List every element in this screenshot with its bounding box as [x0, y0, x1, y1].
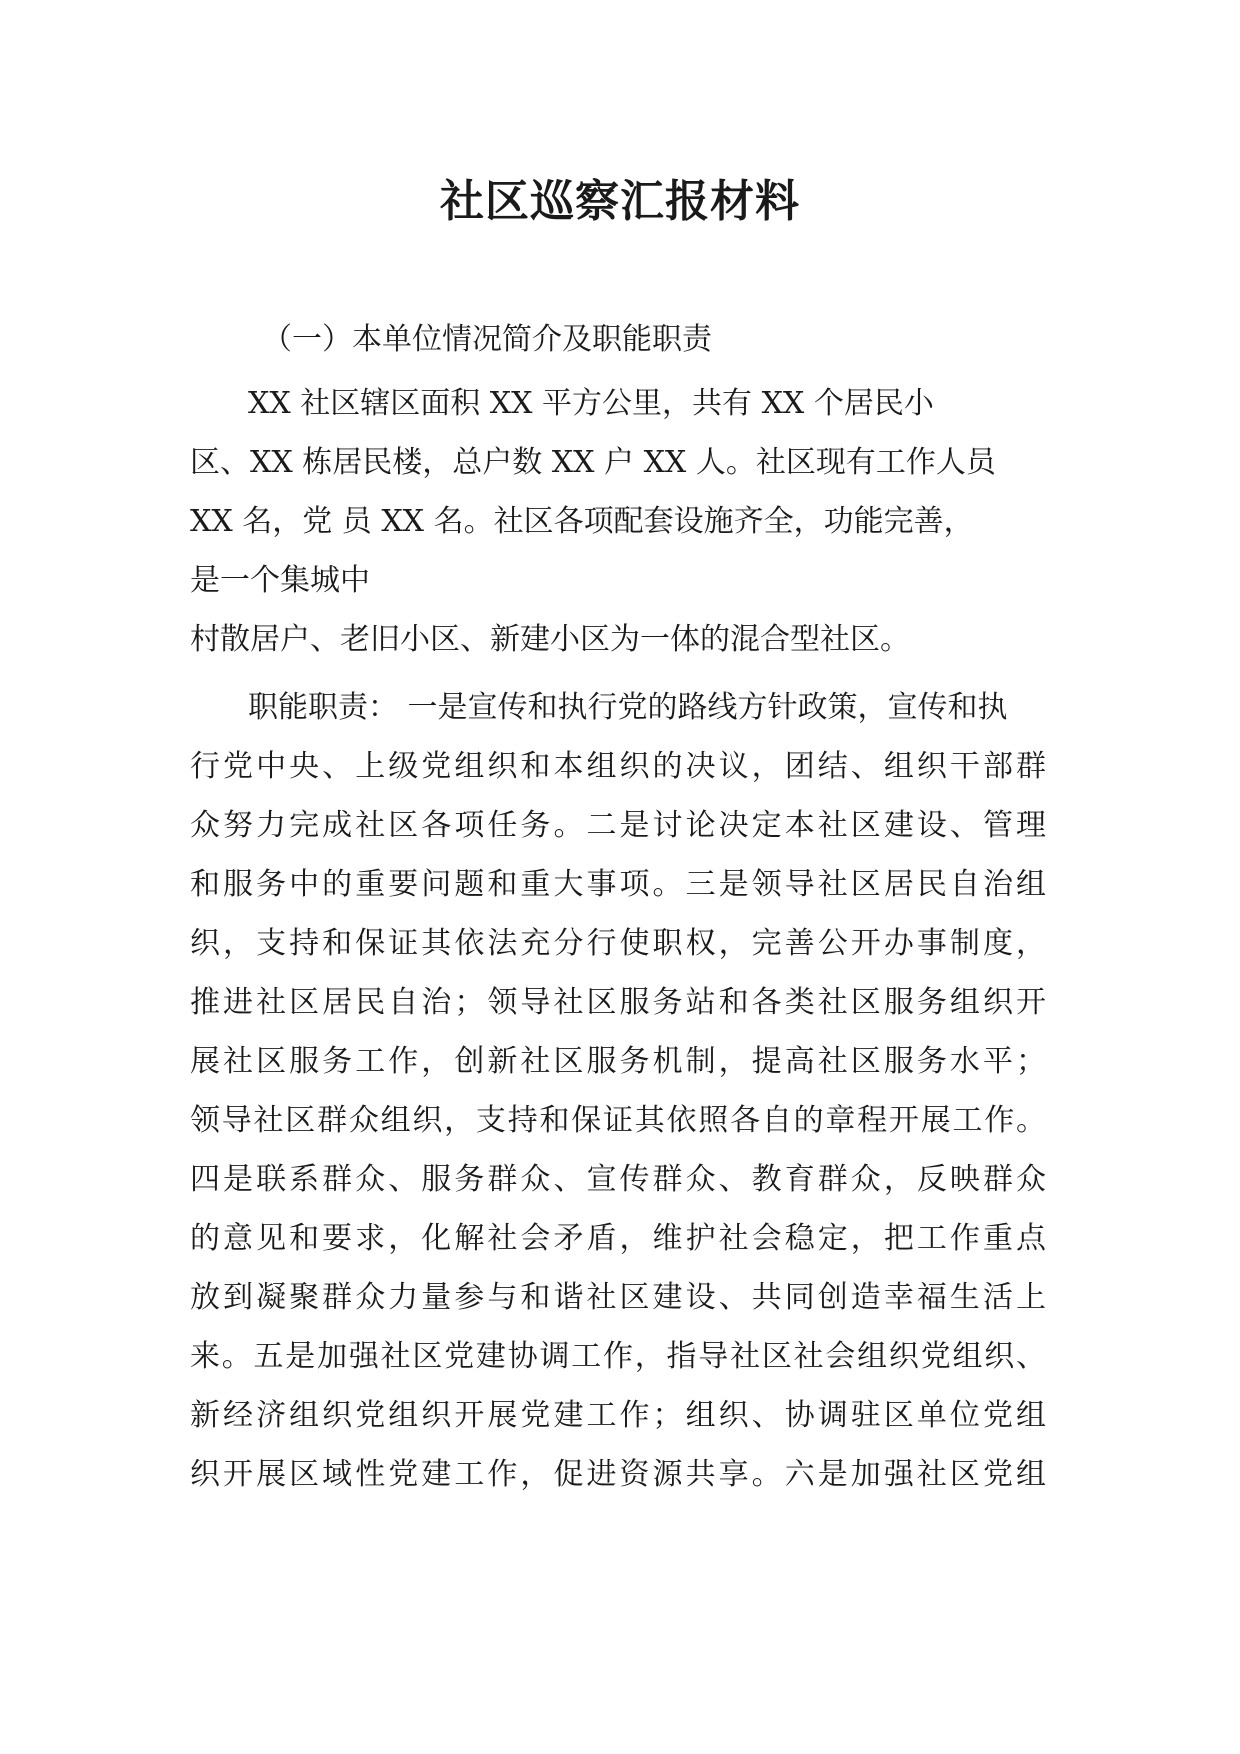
intro-line: 村散居户、老旧小区、新建小区为一体的混合型社区。 [190, 622, 910, 657]
document-title: 社区巡察汇报材料 [440, 176, 800, 227]
duty-line: 四是联系群众、服务群众、宣传群众、教育群众，反映群众 [190, 1162, 1046, 1197]
intro-line: 区、XX 栋居民楼，总户数 XX 户 XX 人。社区现有工作人员 [190, 445, 996, 480]
intro-line: 是一个集城中 [190, 563, 370, 598]
intro-line: XX 社区辖区面积 XX 平方公里，共有 XX 个居民小 [248, 386, 934, 421]
duty-line: 的意见和要求，化解社会矛盾，维护社会稳定，把工作重点 [190, 1221, 1046, 1256]
duty-line: 放到凝聚群众力量参与和谐社区建设、共同创造幸福生活上 [190, 1280, 1046, 1315]
duty-line: 展社区服务工作，创新社区服务机制，提高社区服务水平； [190, 1044, 1046, 1079]
intro-line: XX 名，党 员 XX 名。社区各项配套设施齐全，功能完善， [190, 504, 974, 539]
duty-line: 织开展区域性党建工作，促进资源共享。六是加强社区党组 [190, 1457, 1046, 1492]
duty-line: 行党中央、上级党组织和本组织的决议，团结、组织干部群 [190, 749, 1046, 784]
duty-line: 新经济组织党组织开展党建工作；组织、协调驻区单位党组 [190, 1398, 1046, 1433]
duty-line: 众努力完成社区各项任务。二是讨论决定本社区建设、管理 [190, 808, 1046, 843]
duty-line: 职能职责： 一是宣传和执行党的路线方针政策，宣传和执 [248, 690, 1008, 725]
duty-line: 推进社区居民自治；领导社区服务站和各类社区服务组织开 [190, 985, 1046, 1020]
section-heading: （一）本单位情况简介及职能职责 [262, 322, 712, 357]
duty-line: 领导社区群众组织，支持和保证其依照各自的章程开展工作。 [190, 1103, 1046, 1138]
duty-line: 来。五是加强社区党建协调工作，指导社区社会组织党组织、 [190, 1339, 1046, 1374]
duty-line: 织，支持和保证其依法充分行使职权，完善公开办事制度， [190, 926, 1046, 961]
duty-line: 和服务中的重要问题和重大事项。三是领导社区居民自治组 [190, 867, 1046, 902]
